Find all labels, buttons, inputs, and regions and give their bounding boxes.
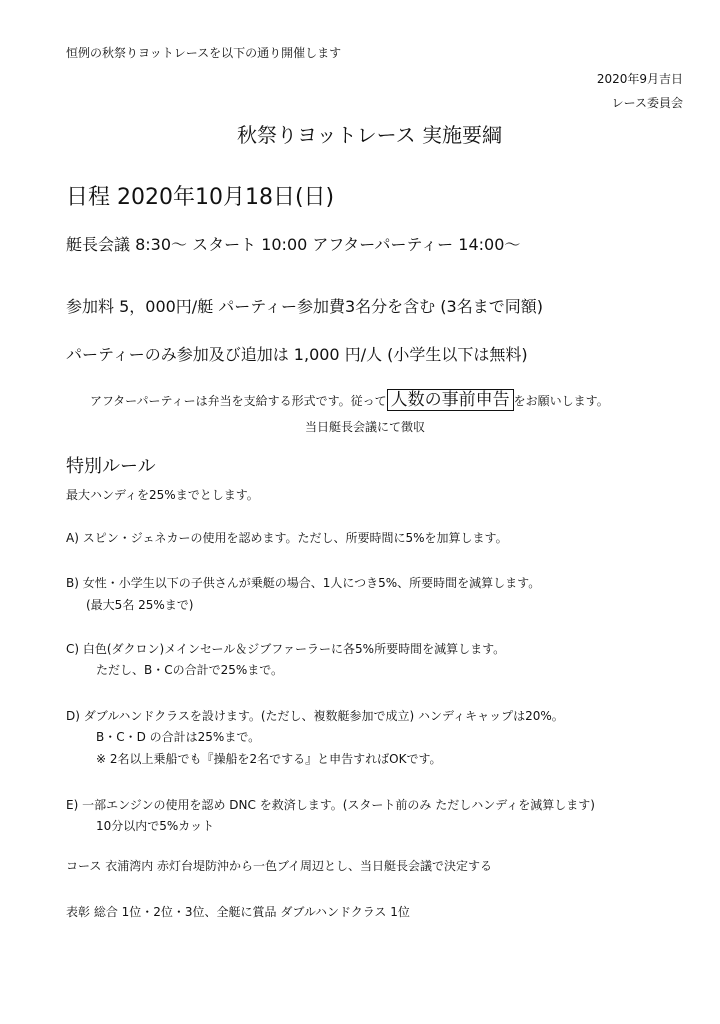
rule-b: B) 女性・小学生以下の子供さんが乗艇の場合、1人につき5%、所要時間を減算します。 (66, 576, 541, 590)
special-rules-heading: 特別ルール (66, 456, 156, 477)
rule-d-remark: ※ 2名以上乗船でも『操船を2名でする』と申告すればOKです。 (96, 752, 442, 766)
party-fee: パーティーのみ参加及び追加は 1,000 円/人 (小学生以下は無料) (66, 345, 528, 364)
advance-headcount-highlight: 人数の事前申告 (387, 389, 514, 411)
rule-b-note: (最大5名 25%まで) (86, 598, 194, 612)
awards-info: 表彰 総合 1位・2位・3位、全艇に賞品 ダブルハンドクラス 1位 (66, 905, 410, 919)
rule-e: E) 一部エンジンの使用を認め DNC を救済します。(スタート前のみ ただしハンディを減算します) (66, 798, 595, 812)
schedule-times: 艇長会議 8:30～ スタート 10:00 アフターパーティー 14:00～ (66, 235, 521, 254)
party-note (90, 385, 609, 410)
rule-c: C) 白色(ダクロン)メインセール＆ジブファーラーに各5%所要時間を減算します。 (66, 642, 506, 656)
entry-fee: 参加料 5，000円/艇 パーティー参加費3名分を含む (3名まで同額) (66, 297, 543, 316)
schedule-date: 日程 2020年10月18日(日) (66, 185, 335, 210)
rule-d-note: B・C・D の合計は25%まで。 (96, 730, 261, 744)
rule-e-note: 10分以内で5%カット (96, 819, 215, 833)
rule-a: A) スピン・ジェネカーの使用を認めます。ただし、所要時間に5%を加算します。 (66, 531, 508, 545)
max-handicap-rule: 最大ハンディを25%までとします。 (66, 488, 259, 502)
committee-name: レース委員会 (611, 96, 683, 110)
party-note-before: アフターパーティーは弁当を支給する形式です。従って (90, 394, 387, 408)
issue-date: 2020年9月吉日 (596, 72, 683, 86)
intro-text: 恒例の秋祭りヨットレースを以下の通り開催します (66, 46, 342, 60)
party-note-after: をお願いします。 (513, 394, 609, 408)
course-info: コース 衣浦湾内 赤灯台堤防沖から一色ブイ周辺とし、当日艇長会議で決定する (66, 859, 492, 873)
rule-d: D) ダブルハンドクラスを設けます。(ただし、複数艇参加で成立) ハンディキャップは20%。 (66, 709, 564, 723)
rule-c-note: ただし、B・Cの合計で25%まで。 (96, 663, 284, 677)
document-title: 秋祭りヨットレース 実施要綱 (237, 123, 502, 147)
collection-note: 当日艇長会議にて徴収 (305, 420, 426, 434)
